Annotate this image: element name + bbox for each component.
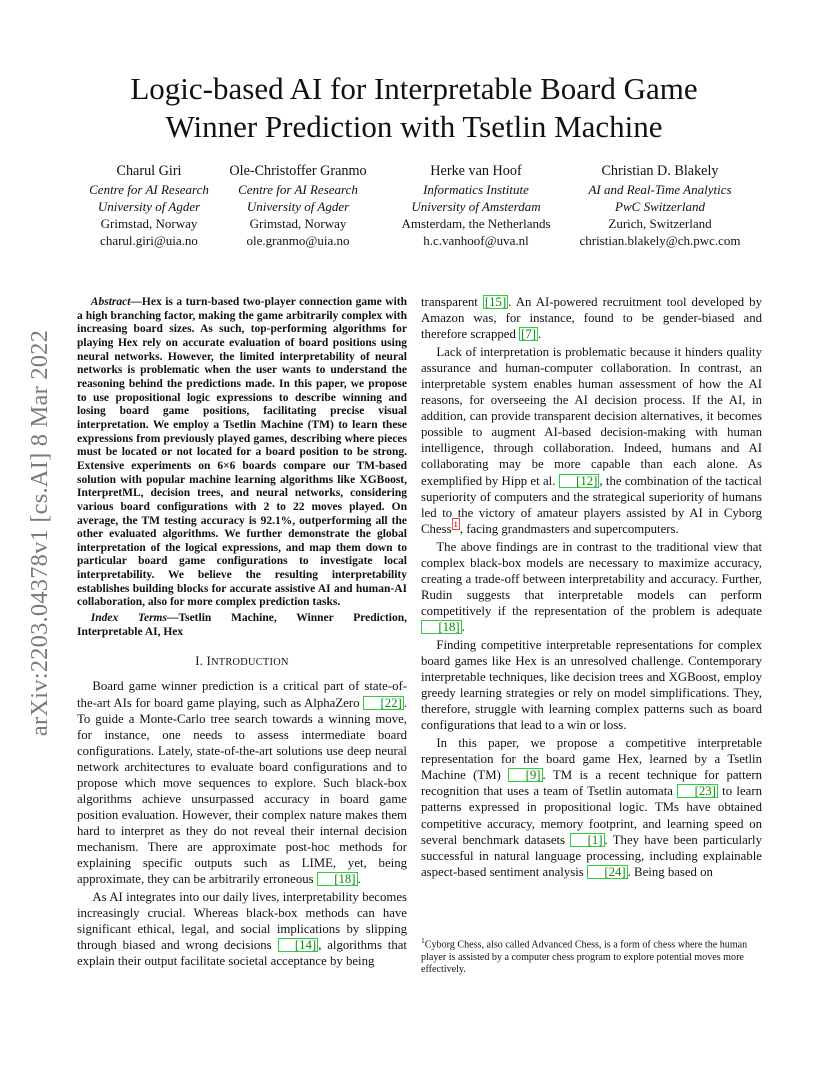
index-terms-text: —Tsetlin Machine, Winner Prediction, Interpretable AI, Hex xyxy=(77,612,407,638)
author-email[interactable]: christian.blakely@ch.pwc.com xyxy=(579,233,741,248)
paragraph: Finding competitive interpretable representations for complex board games like Hex is an unresolved challenge. Contemporary interpretable techniques, like decision trees and XGBoost, employ greedy learning strategies or rely on model simplifications. They, therefore, struggle with learning complex patterns such as board configurations that lead to a win or loss. xyxy=(421,637,762,733)
author-location: Amsterdam, the Netherlands xyxy=(401,216,551,231)
author-affiliation: Centre for AI Research xyxy=(238,182,358,197)
footnote-text: Cyborg Chess, also called Advanced Chess, is a form of chess where the human player is assisted by a computer chess program to explore potential moves more effectively. xyxy=(421,939,748,976)
footnote-link[interactable]: 1 xyxy=(453,519,458,530)
citation-link[interactable]: [24] xyxy=(587,865,628,879)
author-location: Zurich, Switzerland xyxy=(608,216,712,231)
author-location: Grimstad, Norway xyxy=(249,216,347,231)
arxiv-watermark xyxy=(20,295,60,770)
index-terms xyxy=(77,612,407,639)
citation-link[interactable]: [14] xyxy=(278,938,319,952)
author-name: Charul Giri xyxy=(116,163,182,179)
left-column xyxy=(77,296,407,969)
paragraph: transparent [15] . An AI-powered recruitment tool developed by Amazon was, for instance, found to be gender-biased and therefore scrapped [7] . xyxy=(421,295,762,342)
paragraph: Board game winner prediction is a critical part of state-of-the-art AIs for board game playing, such as AlphaZero [22] . To guide a Monte-Carlo tree search towards a winning move, for instance, one needs to assess intermediate board configurations. Lately, state-of-the-art solutions use deep neural network architectures to evaluate board configurations and to propose which move sequences to explore. Such black-box algorithms achieve unsurpassed accuracy in board game position evaluation. However, their complex nature makes them hard to interpret as they do not reveal their internal decision mechanism. There are approximate post-hoc methods for explaining specific outputs such as LIME, yet, being approximate, they can be arbitrarily erroneous [18] . xyxy=(77,679,407,887)
title-line-2: Winner Prediction with Tsetlin Machine xyxy=(165,109,663,144)
author-name: Ole-Christoffer Granmo xyxy=(229,163,367,179)
footnote-mark: 1 xyxy=(421,936,425,945)
paragraph: As AI integrates into our daily lives, interpretability becomes increasingly crucial. Whereas black-box methods can have significant ethical, legal, and social implications by slipping through biased and wrong decisions [14] , algorithms that explain their output facilitate societal acceptance by being xyxy=(77,890,407,969)
author-affiliation: AI and Real-Time Analytics xyxy=(588,182,732,197)
author-block-3 xyxy=(381,163,571,249)
author-location: Grimstad, Norway xyxy=(100,216,198,231)
footnote xyxy=(421,935,762,977)
author-affiliation: University of Agder xyxy=(246,199,350,214)
paragraph: In this paper, we propose a competitive interpretable representation for the board game Hex, learned by a Tsetlin Machine (TM) [9] . TM is a recent technique for pattern recognition that uses a team of Tsetlin automata [23] to learn patterns expressed in propositional logic. TMs have obtained competitive accuracy, memory footprint, and learning speed on several benchmark datasets [1] . They have been particularly successful in natural language processing, including explainable aspect-based sentiment analysis [24] . Being based on xyxy=(421,736,762,879)
author-name: Herke van Hoof xyxy=(430,163,522,179)
author-email[interactable]: charul.giri@uia.no xyxy=(100,233,198,248)
abstract xyxy=(77,296,407,610)
author-affiliation: PwC Switzerland xyxy=(615,199,705,214)
abstract-label: Abstract xyxy=(90,296,131,308)
author-block-2 xyxy=(203,163,393,249)
author-affiliation: Informatics Institute xyxy=(423,182,529,197)
citation-link[interactable]: [9] xyxy=(508,768,542,782)
citation-link[interactable]: [22] xyxy=(363,696,404,710)
citation-link[interactable]: [7] xyxy=(521,327,536,342)
right-column xyxy=(421,294,762,880)
section-heading: I. INTRODUCTION xyxy=(195,654,289,669)
author-email[interactable]: ole.granmo@uia.no xyxy=(246,233,350,248)
arxiv-identifier: arXiv:2203.04378v1 [cs.AI] 8 Mar 2022 xyxy=(26,329,53,736)
title-line-1: Logic-based AI for Interpretable Board Game xyxy=(130,71,698,106)
citation-link[interactable]: [12] xyxy=(559,474,600,488)
citation-link[interactable]: [15] xyxy=(484,295,507,309)
author-name: Christian D. Blakely xyxy=(601,163,719,179)
paragraph: The above findings are in contrast to the traditional view that complex black-box models are necessary to maximize accuracy, creating a trade-off between interpretability and accuracy. Further, Rudin suggests that interpretable models can perform competitively if the representation of the problem is adequate [18] . xyxy=(421,539,762,634)
paragraph: Lack of interpretation is problematic because it hinders quality assurance and human-computer collaboration. In contrast, an interpretable system enables human assessment of how the AI reasons, for overseeing the AI decision process. If the AI, in addition, can provide transparent decision alternatives, it becomes possible to augment AI-based decision-making with human intelligence, through collaboration. Indeed, humans and AI collaborating may be more capable than each alone. As exemplified by Hipp et al. [12] , the combination of the tactical superiority of computers and the strategical superiority of humans led to the victory of amateur players assisted by AI in Cyborg Chess $^1$ , facing grandmasters and supercomputers. xyxy=(421,345,762,536)
paper-title xyxy=(60,70,768,146)
citation-link[interactable]: [1] xyxy=(570,833,604,847)
citation-link[interactable]: [23] xyxy=(677,784,718,798)
index-terms-label: Index Terms xyxy=(90,612,167,625)
citation-link[interactable]: [18] xyxy=(421,620,462,634)
author-affiliation: University of Agder xyxy=(97,199,201,214)
citation-link[interactable]: [18] xyxy=(317,872,358,886)
abstract-text: —Hex is a turn-based two-player connection game with a high branching factor, making the game arbitrarily complex with increasing board sizes. As such, top-performing algorithms for playing Hex rely on accurate evaluation of board positions using neural networks. However, the limited interpretability of neural networks is problematic when the user wants to understand the reasoning behind the predictions made. In this paper, we propose to use propositional logic expressions to describe winning and losing board game positions, facilitating precise visual interpretation. We employ a Tsetlin Machine (TM) to learn these expressions from previously played games, describing where pieces must be located or not located for a board position to be strong. Extensive experiments on 6×6 boards compare our TM-based solution with popular machine learning algorithms like XGBoost, InterpretML, decision trees, and neural networks, considering various board configurations with 2 to 22 moves played. On average, the TM testing accuracy is 92.1%, outperforming all the other evaluated algorithms. We further demonstrate the global interpretation of the logical expressions, and map them down to particular board game configurations to investigate local interpretability. We believe the resulting interpretability establishes building blocks for accurate assistive AI and human-AI collaboration, also for more complex prediction tasks. xyxy=(77,296,407,609)
author-block-4 xyxy=(565,163,755,249)
author-affiliation: Centre for AI Research xyxy=(89,182,209,197)
author-email[interactable]: h.c.vanhoof@uva.nl xyxy=(423,233,529,248)
author-affiliation: University of Amsterdam xyxy=(411,199,541,214)
